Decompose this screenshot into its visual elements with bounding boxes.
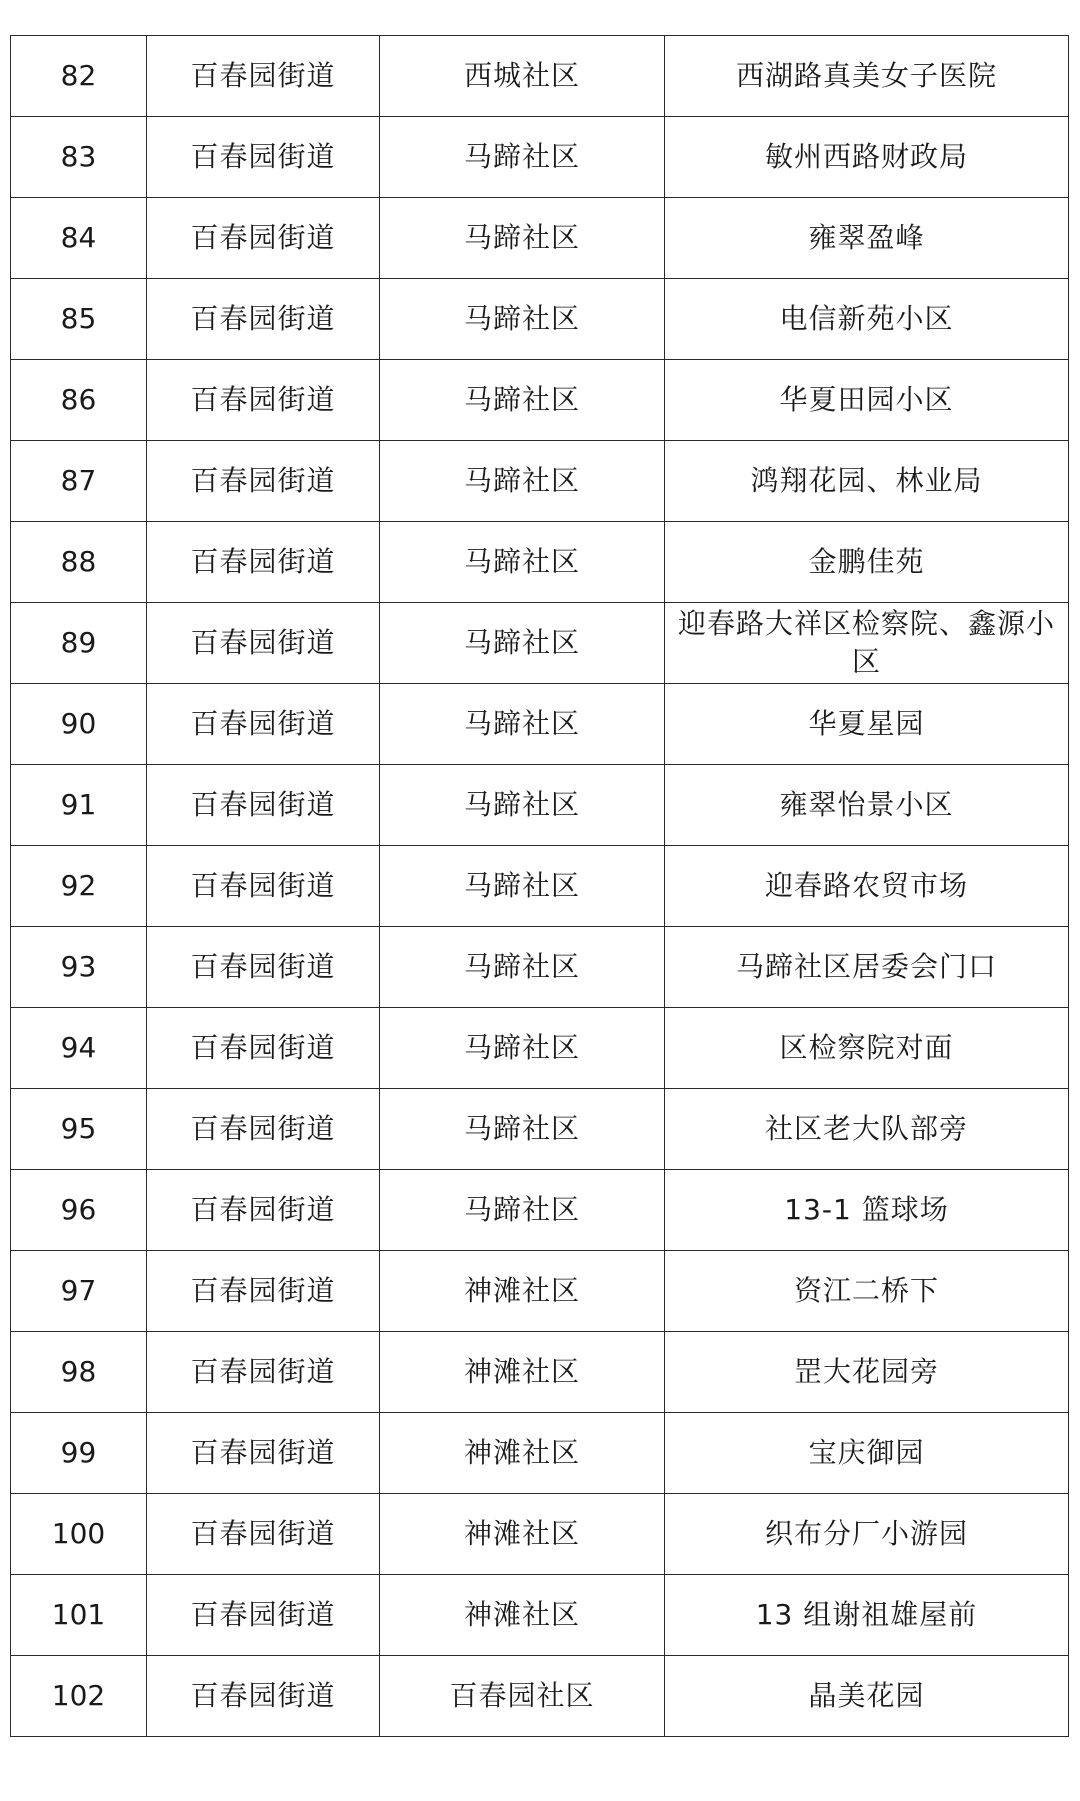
- table-row: [11, 441, 1069, 522]
- row-number: 82: [11, 36, 147, 117]
- row-number: 98: [11, 1332, 147, 1413]
- row-number: 83: [11, 117, 147, 198]
- location-cell: 雍翠盈峰: [665, 198, 1069, 279]
- table-row: [11, 1413, 1069, 1494]
- location-cell: 13-1 篮球场: [665, 1170, 1069, 1251]
- community-cell: 马蹄社区: [380, 1170, 665, 1251]
- table-row: [11, 1656, 1069, 1737]
- table-row: [11, 927, 1069, 1008]
- location-cell: 华夏星园: [665, 684, 1069, 765]
- street-cell: 百春园街道: [147, 1413, 380, 1494]
- community-cell: 马蹄社区: [380, 198, 665, 279]
- row-number: 85: [11, 279, 147, 360]
- community-cell: 马蹄社区: [380, 279, 665, 360]
- street-cell: 百春园街道: [147, 1332, 380, 1413]
- street-cell: 百春园街道: [147, 441, 380, 522]
- row-number: 92: [11, 846, 147, 927]
- street-cell: 百春园街道: [147, 1575, 380, 1656]
- street-cell: 百春园街道: [147, 765, 380, 846]
- community-cell: 马蹄社区: [380, 360, 665, 441]
- row-number: 90: [11, 684, 147, 765]
- street-cell: 百春园街道: [147, 279, 380, 360]
- street-cell: 百春园街道: [147, 117, 380, 198]
- community-cell: 马蹄社区: [380, 1008, 665, 1089]
- street-cell: 百春园街道: [147, 927, 380, 1008]
- community-cell: 马蹄社区: [380, 684, 665, 765]
- row-number: 89: [11, 603, 147, 684]
- street-cell: 百春园街道: [147, 1089, 380, 1170]
- table-row: [11, 1008, 1069, 1089]
- community-cell: 百春园社区: [380, 1656, 665, 1737]
- row-number: 101: [11, 1575, 147, 1656]
- row-number: 99: [11, 1413, 147, 1494]
- street-cell: 百春园街道: [147, 1170, 380, 1251]
- table-row: [11, 1575, 1069, 1656]
- row-number: 88: [11, 522, 147, 603]
- community-cell: 马蹄社区: [380, 927, 665, 1008]
- row-number: 86: [11, 360, 147, 441]
- table-body: [11, 36, 1069, 1737]
- community-cell: 西城社区: [380, 36, 665, 117]
- community-cell: 马蹄社区: [380, 522, 665, 603]
- street-cell: 百春园街道: [147, 603, 380, 684]
- location-cell: 电信新苑小区: [665, 279, 1069, 360]
- table-row: [11, 1332, 1069, 1413]
- community-cell: 神滩社区: [380, 1575, 665, 1656]
- street-cell: 百春园街道: [147, 36, 380, 117]
- street-cell: 百春园街道: [147, 198, 380, 279]
- table-row: [11, 765, 1069, 846]
- community-cell: 马蹄社区: [380, 117, 665, 198]
- row-number: 93: [11, 927, 147, 1008]
- community-cell: 神滩社区: [380, 1332, 665, 1413]
- row-number: 95: [11, 1089, 147, 1170]
- table-row: [11, 1494, 1069, 1575]
- table-row: [11, 684, 1069, 765]
- location-cell: 罡大花园旁: [665, 1332, 1069, 1413]
- row-number: 84: [11, 198, 147, 279]
- location-cell: 晶美花园: [665, 1656, 1069, 1737]
- table-row: [11, 1089, 1069, 1170]
- street-cell: 百春园街道: [147, 522, 380, 603]
- community-cell: 神滩社区: [380, 1251, 665, 1332]
- row-number: 97: [11, 1251, 147, 1332]
- row-number: 94: [11, 1008, 147, 1089]
- street-cell: 百春园街道: [147, 1656, 380, 1737]
- row-number: 96: [11, 1170, 147, 1251]
- table-row: [11, 846, 1069, 927]
- table-row: [11, 360, 1069, 441]
- community-cell: 马蹄社区: [380, 1089, 665, 1170]
- community-cell: 马蹄社区: [380, 765, 665, 846]
- location-cell: 资江二桥下: [665, 1251, 1069, 1332]
- location-cell: 区检察院对面: [665, 1008, 1069, 1089]
- street-cell: 百春园街道: [147, 684, 380, 765]
- street-cell: 百春园街道: [147, 846, 380, 927]
- community-cell: 神滩社区: [380, 1494, 665, 1575]
- table-row: [11, 117, 1069, 198]
- location-cell: 迎春路大祥区检察院、鑫源小区: [665, 603, 1069, 684]
- table-row: [11, 1251, 1069, 1332]
- street-cell: 百春园街道: [147, 1494, 380, 1575]
- location-cell: 金鹏佳苑: [665, 522, 1069, 603]
- street-cell: 百春园街道: [147, 1008, 380, 1089]
- table-row: [11, 279, 1069, 360]
- street-cell: 百春园街道: [147, 360, 380, 441]
- location-cell: 宝庆御园: [665, 1413, 1069, 1494]
- location-cell: 华夏田园小区: [665, 360, 1069, 441]
- location-cell: 社区老大队部旁: [665, 1089, 1069, 1170]
- location-table: [10, 35, 1069, 1737]
- row-number: 100: [11, 1494, 147, 1575]
- row-number: 87: [11, 441, 147, 522]
- community-cell: 马蹄社区: [380, 441, 665, 522]
- community-cell: 神滩社区: [380, 1413, 665, 1494]
- table-row: [11, 603, 1069, 684]
- data-table-container: [10, 35, 1068, 1737]
- community-cell: 马蹄社区: [380, 846, 665, 927]
- table-row: [11, 1170, 1069, 1251]
- street-cell: 百春园街道: [147, 1251, 380, 1332]
- location-cell: 马蹄社区居委会门口: [665, 927, 1069, 1008]
- location-cell: 织布分厂小游园: [665, 1494, 1069, 1575]
- location-cell: 西湖路真美女子医院: [665, 36, 1069, 117]
- table-row: [11, 198, 1069, 279]
- location-cell: 迎春路农贸市场: [665, 846, 1069, 927]
- location-cell: 13 组谢祖雄屋前: [665, 1575, 1069, 1656]
- location-cell: 敏州西路财政局: [665, 117, 1069, 198]
- community-cell: 马蹄社区: [380, 603, 665, 684]
- row-number: 91: [11, 765, 147, 846]
- row-number: 102: [11, 1656, 147, 1737]
- table-row: [11, 522, 1069, 603]
- table-row: [11, 36, 1069, 117]
- location-cell: 雍翠怡景小区: [665, 765, 1069, 846]
- location-cell: 鸿翔花园、林业局: [665, 441, 1069, 522]
